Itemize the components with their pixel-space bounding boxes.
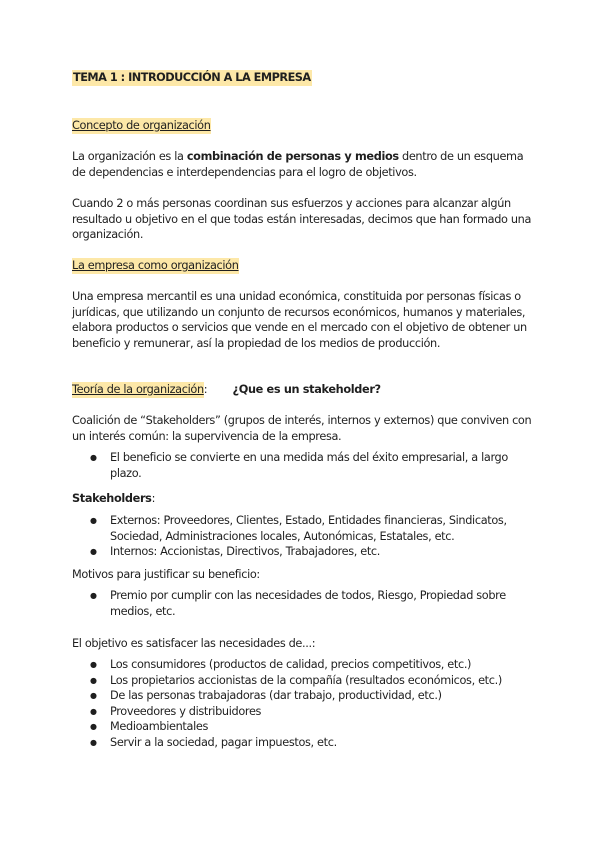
def-text-bold: combinación de personas y medios xyxy=(186,150,399,163)
list-objetivo xyxy=(72,657,532,750)
paragraph-coalicion xyxy=(72,413,532,444)
list-item: ● Internos: Accionistas, Directivos, Trabajadores, etc. xyxy=(110,544,532,560)
list-item: ● Los consumidores (productos de calidad, precios competitivos, etc.) xyxy=(110,657,532,673)
document-title: TEMA 1 : INTRODUCCIÓN A LA EMPRESA xyxy=(73,71,311,84)
teoria-colon: : xyxy=(203,383,208,396)
stakeholder-question: ¿Que es un stakeholder? xyxy=(232,383,381,396)
motivos-heading xyxy=(72,567,532,583)
list-item: ● De las personas trabajadoras (dar trabajo, productividad, etc.) xyxy=(110,688,532,704)
list-motivos xyxy=(72,588,532,619)
section-heading-concepto: Concepto de organización xyxy=(72,119,211,132)
list-item: ● El beneficio se convierte en una medida más del éxito empresarial, a largo plazo. xyxy=(110,450,532,481)
list-item: ● Medioambientales xyxy=(110,719,532,735)
list-stakeholders xyxy=(72,513,532,560)
section-teoria xyxy=(72,382,532,398)
list-item: ● Los propietarios accionistas de la compañía (resultados económicos, etc.) xyxy=(110,673,532,689)
empresa-text: Una empresa mercantil es una unidad económica, constituida por personas físicas o jurídicas, que utilizando un conjunto de recursos económicos, humanos y materiales, elabora productos o servicios que vende en el mercado con el objetivo de obtener un beneficio y remunerar, así la propiedad de los medios de producción. xyxy=(72,290,527,350)
title-block xyxy=(72,70,532,86)
def-text-end: dentro de un esquema de dependencias e interdependencias para el logro de objetivos. xyxy=(72,150,524,179)
objetivo-heading xyxy=(72,636,532,652)
list-beneficio xyxy=(72,450,532,481)
paragraph-empresa xyxy=(72,289,532,351)
paragraph-definicion xyxy=(72,149,532,180)
section-heading-teoria: Teoría de la organización xyxy=(72,383,204,396)
paragraph-coordinacion xyxy=(72,196,532,243)
stakeholders-label: Stakeholders xyxy=(72,492,152,505)
list-item: ● Premio por cumplir con las necesidades de todos, Riesgo, Propiedad sobre medios, etc. xyxy=(110,588,532,619)
coalicion-text: Coalición de “Stakeholders” (grupos de interés, internos y externos) que conviven con un interés común: la supervivencia de la empresa. xyxy=(72,414,532,443)
section-concepto xyxy=(72,118,532,134)
list-item: ● Proveedores y distribuidores xyxy=(110,704,532,720)
list-item: ● Servir a la sociedad, pagar impuestos, etc. xyxy=(110,735,532,751)
list-item: ● Externos: Proveedores, Clientes, Estado, Entidades financieras, Sindicatos, Sociedad, Administraciones locales, Autonómicas, Estatales, etc. xyxy=(110,513,532,544)
coordinacion-text: Cuando 2 o más personas coordinan sus esfuerzos y acciones para alcanzar algún resultado u objetivo en el que todas están interesadas, decimos que han formado una organización. xyxy=(72,197,532,241)
stakeholders-heading xyxy=(72,491,532,507)
stakeholders-colon: : xyxy=(151,492,156,505)
objetivo-text: El objetivo es satisfacer las necesidades de...: xyxy=(72,637,316,650)
motivos-text: Motivos para justificar su beneficio: xyxy=(72,568,260,581)
section-empresa xyxy=(72,258,532,274)
section-heading-empresa: La empresa como organización xyxy=(72,259,239,272)
def-text-start: La organización es la xyxy=(72,150,187,163)
